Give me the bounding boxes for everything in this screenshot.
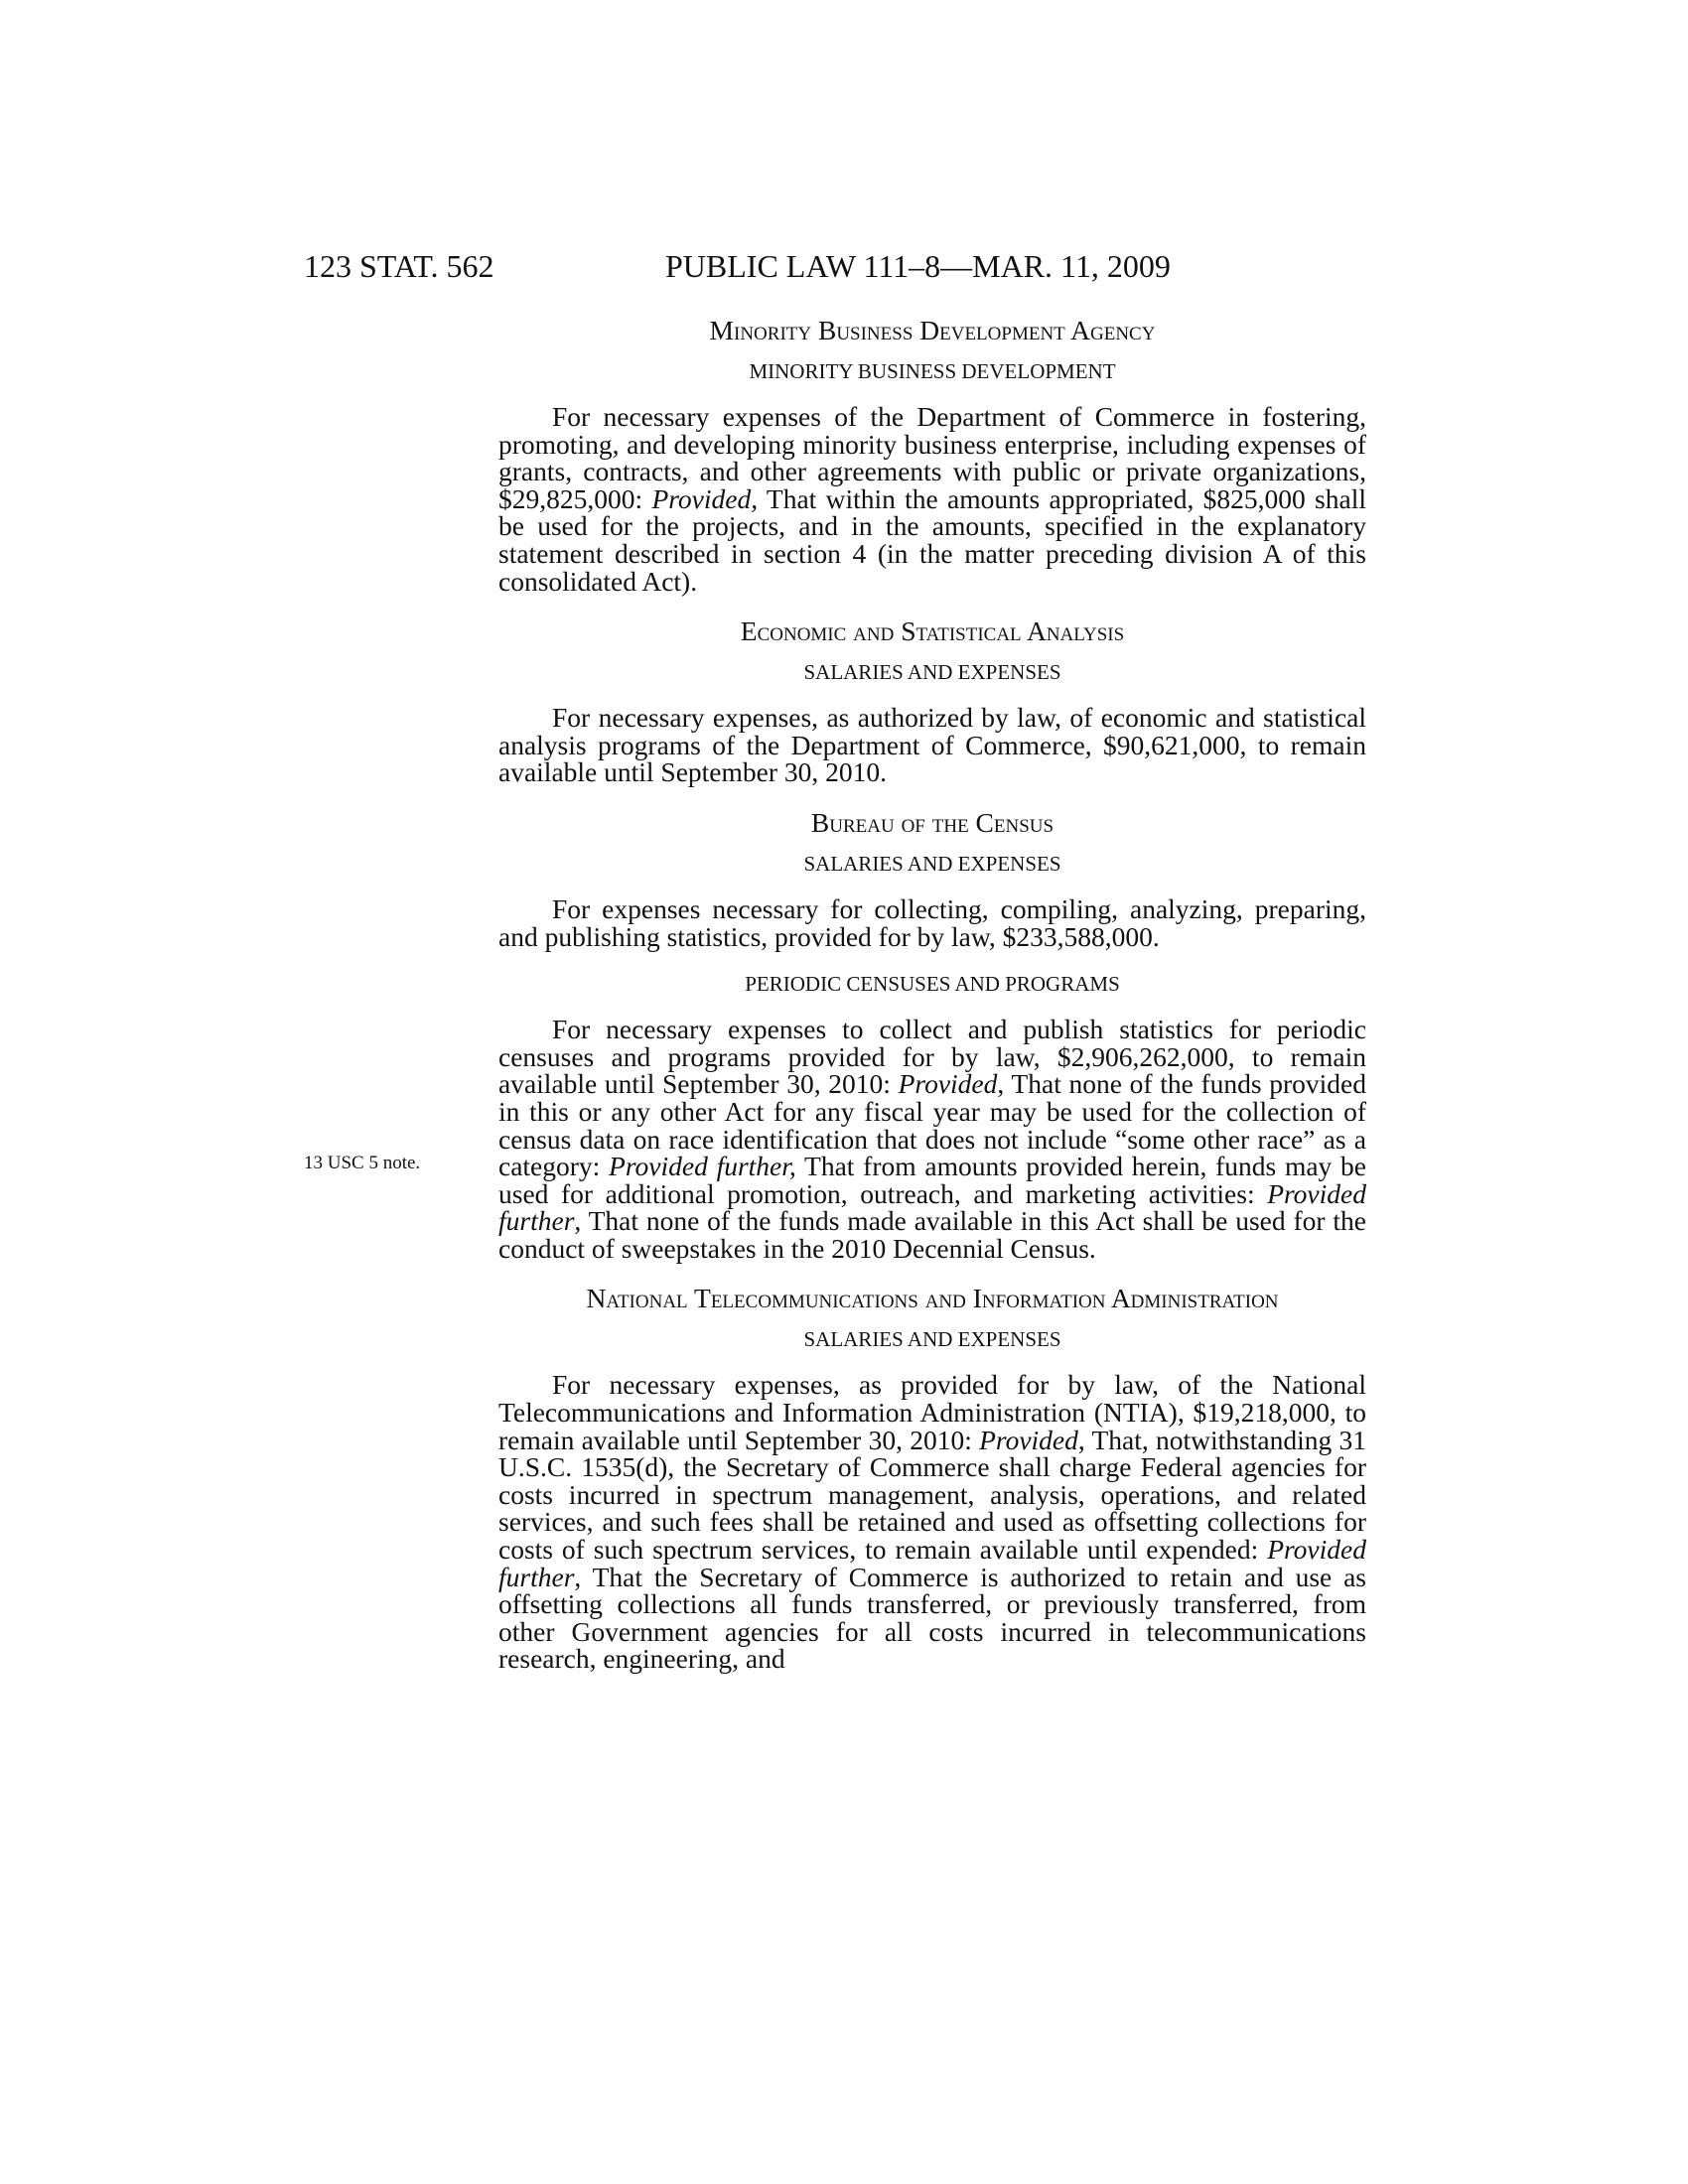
agency-heading: Bureau of the Census — [810, 806, 1055, 838]
text-run: For necessary expenses, as authorized by law, of economic and statistical analysis programs of the Department of Commerce, $90,621,000, to remain available until September 30, 2010. — [498, 702, 1366, 788]
proviso-term: Provided further — [498, 1177, 1366, 1237]
agency-heading: Minority Business Development Agency — [709, 315, 1156, 345]
text-run: For necessary expenses, as provided for by law, of the National Telecommunications and Information Administration (NTIA), $19,218,000, to remain available until September 30, 2010: — [498, 1369, 1366, 1455]
appropriation-paragraph — [498, 1371, 1366, 1673]
text-run: For necessary expenses to collect and publish statistics for periodic censuses and programs provided for by law, $2,906,262,000, to remain available until September 30, 2010: — [498, 1014, 1366, 1100]
account-heading: MINORITY BUSINESS DEVELOPMENT — [749, 359, 1116, 383]
text-run: , That the Secretary of Commerce is authorized to retain and use as offsetting collections all funds transferred, or previously transferred, from other Government agencies for all costs incurred in telecommunications research, engineering, and — [498, 1561, 1366, 1675]
text-run: That from amounts provided herein, funds may be used for additional promotion, outreach, and marketing activities: — [498, 1151, 1367, 1209]
text-run: , That none of the funds provided in this or any other Act for any fiscal year may be used for the collection of census data on race identification that does not include “some other race” as a category: — [498, 1068, 1366, 1182]
document-body — [498, 316, 1366, 1695]
proviso-term: Provided further, — [609, 1151, 796, 1182]
section-census-bureau — [498, 808, 1366, 950]
text-run: , That, notwithstanding 31 U.S.C. 1535(d), the Secretary of Commerce shall charge Federal agencies for costs incurred in spectrum management, analysis, operations, and related services, and such fees shall be retained and used as offsetting collections for costs of such spectrum services, to remain available until expended: — [498, 1424, 1366, 1566]
account-heading: SALARIES AND EXPENSES — [803, 1327, 1061, 1352]
appropriation-paragraph — [498, 704, 1366, 786]
page-header — [304, 248, 1366, 288]
agency-heading: National Telecommunications and Information Administration — [586, 1283, 1279, 1314]
text-run: For expenses necessary for collecting, compiling, analyzing, preparing, and publishing statistics, provided for by law, $233,588,000. — [498, 892, 1366, 952]
section-ntia — [498, 1284, 1366, 1673]
account-heading: SALARIES AND EXPENSES — [803, 660, 1061, 685]
agency-heading: Economic and Statistical Analysis — [740, 615, 1125, 647]
appropriation-paragraph — [498, 892, 1366, 952]
section-minority-business — [498, 316, 1366, 595]
proviso-term: Provided further — [498, 1534, 1366, 1592]
proviso-term: Provided, — [651, 482, 759, 514]
section-economic-statistical — [498, 616, 1366, 786]
statute-page-number: 123 STAT. 562 — [304, 248, 494, 284]
account-heading: SALARIES AND EXPENSES — [803, 851, 1061, 876]
appropriation-paragraph — [498, 403, 1366, 595]
margin-note: 13 USC 5 note. — [304, 1153, 421, 1173]
section-periodic-censuses — [498, 972, 1366, 1262]
public-law-title: PUBLIC LAW 111–8—MAR. 11, 2009 — [665, 248, 1171, 284]
text-run: That within the amounts appropriated, $825,000 shall be used for the projects, and in the amounts, specified in the explanatory statement described in section 4 (in the matter preceding division A of this consolidated Act). — [498, 482, 1366, 597]
text-run: , That none of the funds made available in this Act shall be used for the conduct of sweepstakes in the 2010 Decennial Census. — [498, 1205, 1366, 1264]
proviso-term: Provided — [898, 1068, 998, 1100]
text-run: For necessary expenses of the Department of Commerce in fostering, promoting, and developing minority business enterprise, including expenses of grants, contracts, and other agreements with public or private organizations, $29,825,000: — [498, 401, 1366, 514]
proviso-term: Provided — [979, 1424, 1078, 1455]
account-heading: PERIODIC CENSUSES AND PROGRAMS — [745, 972, 1120, 997]
appropriation-paragraph — [498, 1016, 1366, 1262]
